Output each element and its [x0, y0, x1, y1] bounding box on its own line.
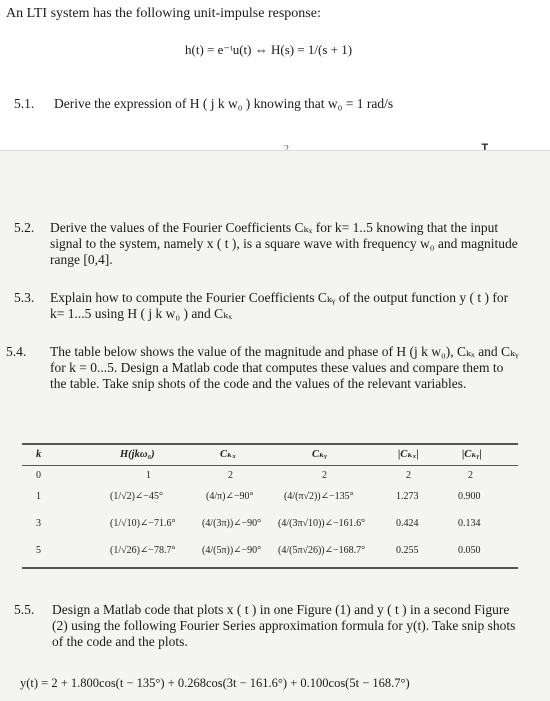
- q55-text: Design a Matlab code that plots x ( t ) in one Figure (1) and y ( t ) in a second Figure (2) using the following Fourier Series approximation formula for y(t). Take snip shots of the code and the plots.: [52, 602, 516, 649]
- table-row-1-cky: (4/(π√2))∠−135°: [284, 491, 354, 502]
- table-row-0-k: 0: [36, 470, 41, 481]
- page-top: [0, 0, 550, 150]
- table-row-5-k: 5: [36, 545, 41, 556]
- table-row-3-cky: (4/(3π√10))∠−161.6°: [278, 518, 366, 529]
- table-row-5-abs-cky: 0.050: [458, 545, 481, 556]
- table-row-0-cky: 2: [322, 470, 327, 481]
- q51-number: 5.1.: [14, 96, 35, 111]
- q51-text: Derive the expression of H ( j k w₀ ) knowing that w₀ = 1 rad/s: [54, 96, 394, 111]
- table-header-abs-cky: |Cₖᵧ|: [462, 449, 482, 460]
- table-row-3-abs-cky: 0.134: [458, 518, 481, 529]
- table-row-3-ckx: (4/(3π))∠−90°: [202, 518, 262, 529]
- table-header-rule: [22, 465, 518, 466]
- q52-number: 5.2.: [14, 220, 35, 235]
- q54-text: The table below shows the value of the magnitude and phase of H (j k w₀), Cₖₓ and Cₖᵧ for k = 0...5. Design a Matlab code that computes these values and compare them to the table. Take snip shots of the code and the values of the relevant variables.: [50, 344, 519, 391]
- table-row-1-ckx: (4/π)∠−90°: [206, 491, 254, 502]
- table-row-5-abs-ckx: 0.255: [396, 545, 419, 556]
- intro-text: An LTI system has the following unit-impulse response:: [6, 6, 321, 21]
- table-row-5-ckx: (4/(5π))∠−90°: [202, 545, 262, 556]
- table-row-5-h: (1/√26)∠−78.7°: [110, 545, 176, 556]
- table-header-k: k: [36, 449, 42, 460]
- table-row-0-abs-cky: 2: [468, 470, 473, 481]
- table-bottom-rule: [22, 567, 518, 569]
- table-row-3-abs-ckx: 0.424: [396, 518, 419, 529]
- table-row-0-h: 1: [146, 470, 151, 481]
- coefficients-table: [22, 443, 518, 569]
- table-row-1-abs-cky: 0.900: [458, 491, 481, 502]
- table-header-ckx: Cₖₓ: [220, 449, 237, 460]
- q52-text: Derive the values of the Fourier Coefficients Cₖₓ for k= 1..5 knowing that the input signal to the system, namely x ( t ), is a square wave with frequency w₀ and magnitude range [0,4].: [50, 220, 518, 267]
- table-row-3-k: 3: [36, 518, 41, 529]
- q53-text: Explain how to compute the Fourier Coefficients Cₖᵧ of the output function y ( t ) for k= 1...5 using H ( j k w₀ ) and Cₖₓ: [50, 290, 509, 321]
- table-top-rule: [22, 443, 518, 445]
- table-header-abs-ckx: |Cₖₓ|: [398, 449, 419, 460]
- table-row-1-h: (1/√2)∠−45°: [110, 491, 163, 502]
- table-row-1-abs-ckx: 1.273: [396, 491, 419, 502]
- table-header-h: H(jkω₀): [120, 449, 155, 460]
- table-header-cky: Cₖᵧ: [312, 449, 328, 460]
- table-row-1-k: 1: [36, 491, 41, 502]
- table-row-0-abs-ckx: 2: [406, 470, 411, 481]
- q55-number: 5.5.: [14, 602, 35, 617]
- impulse-response-equation: h(t) = e⁻ᵗu(t) ⇔ H(s) = 1/(s + 1): [185, 42, 353, 57]
- fourier-series-formula: y(t) = 2 + 1.800cos(t − 135°) + 0.268cos(3t − 161.6°) + 0.100cos(5t − 168.7°): [20, 676, 410, 690]
- table-row-5-cky: (4/(5π√26))∠−168.7°: [278, 545, 366, 556]
- q53-number: 5.3.: [14, 290, 35, 305]
- table-row-3-h: (1/√10)∠−71.6°: [110, 518, 176, 529]
- q54-number: 5.4.: [6, 344, 27, 359]
- table-row-0-ckx: 2: [228, 470, 233, 481]
